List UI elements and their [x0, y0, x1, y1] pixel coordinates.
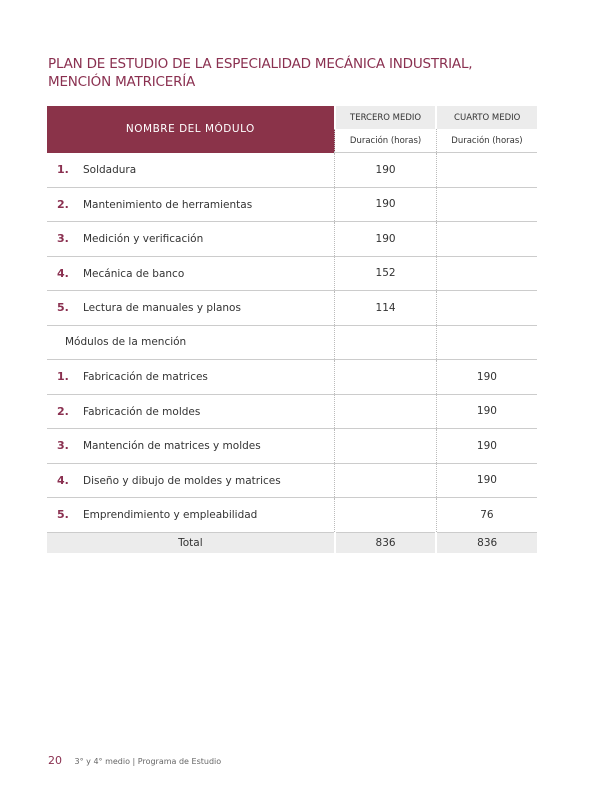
empty-cell — [436, 325, 537, 360]
total-cuarto: 836 — [436, 532, 537, 553]
cuarto-hours: 190 — [436, 360, 537, 395]
module-number: 3. — [57, 232, 69, 246]
module-cell — [47, 256, 335, 291]
table-row — [47, 429, 537, 464]
total-label: Total — [47, 532, 335, 553]
total-tercero: 836 — [335, 532, 437, 553]
module-cell — [47, 153, 335, 188]
header-cuarto: CUARTO MEDIO — [436, 106, 537, 129]
module-number: 3. — [57, 439, 69, 453]
module-cell — [47, 463, 335, 498]
footer — [48, 754, 221, 767]
empty-cell — [335, 325, 437, 360]
cuarto-hours: 190 — [436, 394, 537, 429]
module-name: Lectura de manuales y planos — [83, 302, 241, 315]
tercero-hours: 190 — [335, 222, 437, 257]
module-name: Soldadura — [83, 164, 137, 176]
module-name: Fabricación de matrices — [83, 371, 208, 384]
table-row — [47, 291, 537, 326]
tercero-hours: 190 — [335, 153, 437, 188]
tercero-hours: 152 — [335, 256, 437, 291]
tercero-hours — [335, 360, 437, 395]
page-title: PLAN DE ESTUDIO DE LA ESPECIALIDAD MECÁNICA INDUSTRIAL, MENCIÓN MATRICERÍA — [48, 56, 473, 90]
study-plan-table — [47, 106, 537, 553]
cuarto-hours — [436, 187, 537, 222]
cuarto-hours: 76 — [436, 498, 537, 533]
module-number: 2. — [57, 197, 69, 211]
page-number: 20 — [48, 754, 62, 767]
header-tercero: TERCERO MEDIO — [335, 106, 437, 129]
table-row — [47, 153, 537, 188]
module-cell — [47, 498, 335, 533]
table-row — [47, 187, 537, 222]
header-cuarto-duration: Duración (horas) — [436, 129, 537, 153]
module-number: 1. — [57, 163, 69, 176]
tercero-hours — [335, 463, 437, 498]
tercero-hours — [335, 429, 437, 464]
total-row — [47, 532, 537, 553]
table-row — [47, 498, 537, 533]
module-name: Emprendimiento y empleabilidad — [83, 509, 258, 522]
module-number: 4. — [57, 473, 69, 487]
header-module-name: NOMBRE DEL MÓDULO — [47, 106, 335, 153]
module-number: 5. — [57, 508, 69, 522]
cuarto-hours: 190 — [436, 463, 537, 498]
tercero-hours: 190 — [335, 187, 437, 222]
cuarto-hours — [436, 256, 537, 291]
footer-text: 3° y 4° medio | Programa de Estudio — [74, 757, 222, 766]
table-row — [47, 463, 537, 498]
tercero-hours: 114 — [335, 291, 437, 326]
module-name: Mantención de matrices y moldes — [83, 440, 261, 453]
table-row — [47, 256, 537, 291]
module-cell — [47, 291, 335, 326]
module-cell — [47, 222, 335, 257]
module-number: 5. — [57, 301, 69, 315]
section-title: Módulos de la mención — [47, 325, 335, 360]
module-number: 2. — [57, 404, 69, 418]
cuarto-hours: 190 — [436, 429, 537, 464]
module-cell — [47, 187, 335, 222]
cuarto-hours — [436, 153, 537, 188]
module-number: 4. — [57, 266, 69, 280]
module-number: 1. — [57, 370, 69, 384]
module-cell — [47, 394, 335, 429]
section-row — [47, 325, 537, 360]
module-name: Medición y verificación — [83, 233, 204, 246]
module-name: Mecánica de banco — [83, 267, 185, 280]
tercero-hours — [335, 394, 437, 429]
module-name: Fabricación de moldes — [83, 405, 201, 418]
header-tercero-duration: Duración (horas) — [335, 129, 437, 153]
cuarto-hours — [436, 291, 537, 326]
cuarto-hours — [436, 222, 537, 257]
module-name: Mantenimiento de herramientas — [83, 198, 253, 211]
table-row — [47, 394, 537, 429]
module-cell — [47, 360, 335, 395]
module-name: Diseño y dibujo de moldes y matrices — [83, 474, 281, 487]
module-cell — [47, 429, 335, 464]
table-row — [47, 360, 537, 395]
table-row — [47, 222, 537, 257]
tercero-hours — [335, 498, 437, 533]
